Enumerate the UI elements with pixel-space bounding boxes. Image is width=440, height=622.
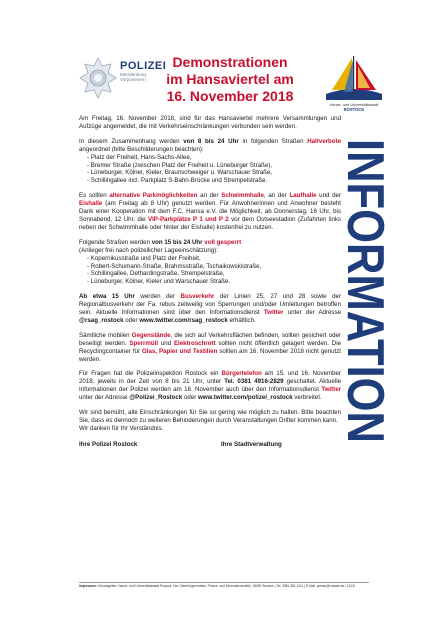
text: unter der Adresse — [283, 309, 341, 317]
text: und der — [316, 192, 342, 200]
city-logo-line-1: Hanse- und Universitätsstadt — [329, 103, 379, 107]
eishalle-highlight: Eishalle — [79, 200, 103, 208]
text: (am Freitag ab 8 Uhr) genutzt werden. Für Anwohnerinnen und Anwohner besteht Dank einer Kooperation mit dem F.C. Hansa e.V. die Möglichkeit, ab Donnerstag, 16 Uhr, bis Sonnabend, 12 Uhr, die — [79, 200, 341, 223]
text: vor dem Ostseestadion (Zufahrten links neben der Schwimmhalle oder hinter der Eishalle) kostenfrei zu nutzen. — [79, 215, 342, 231]
text: unter der Adresse — [79, 394, 130, 402]
elektroschrott-highlight: Elektroschrott — [173, 339, 216, 347]
sperrmuell-highlight: Sperrmüll — [129, 339, 159, 347]
text: in folgenden Straßen — [238, 137, 308, 145]
text: Sämtliche mobilen — [79, 331, 132, 339]
twitter-handle: @rsag_rostock — [79, 316, 124, 324]
page-title — [145, 54, 315, 105]
time-range: Ab etwa 15 Uhr — [79, 293, 135, 301]
text: , an der — [263, 192, 290, 200]
haltverbote-list — [79, 154, 341, 186]
text: (Anlieger frei nach polizeilicher Lageeinschätzung): — [79, 246, 218, 254]
information-word: INFORMATION — [336, 139, 394, 502]
list-item: - Kopernikusstraße und Platz der Freiheit, — [87, 255, 341, 263]
time-range: von 8 bis 24 Uhr — [183, 137, 239, 145]
document-body — [79, 115, 341, 449]
closures-list — [79, 255, 341, 287]
schwimmhalle-highlight: Schwimmhalle — [221, 192, 264, 200]
bus-highlight: Busverkehr — [180, 293, 215, 301]
text: verbreitet. — [292, 394, 322, 402]
police-title: POLIZEI — [120, 60, 167, 72]
twitter-url: www.twitter.com/rsag_rostock — [139, 316, 228, 324]
city-logo-text — [318, 103, 390, 112]
text: werden der — [134, 293, 181, 301]
paragraph-hotline — [79, 370, 341, 402]
laufhalle-highlight: Laufhalle — [289, 192, 317, 200]
recycling-highlight: Glas, Papier und Textilien — [141, 347, 218, 355]
text: In diesem Zusammenhang werden — [79, 137, 184, 145]
city-logo-line-2: ROSTOCK — [343, 106, 365, 112]
footer-imprint — [79, 584, 379, 588]
paragraph-closures — [79, 239, 341, 255]
paragraph-bus — [79, 293, 341, 325]
twitter-highlight: Twitter — [321, 386, 341, 394]
list-item: - Schillingallee, Dethardingstraße, Strempelstraße, — [87, 270, 341, 278]
paragraph-intro: Am Freitag, 16. November 2018, sind für das Hansaviertel mehrere Versammlungen und Aufzüge angemeldet, die mit Verkehrseinschränkungen verbunden sein werden. — [79, 115, 341, 130]
haltverbote-highlight: Haltverbote — [307, 137, 341, 145]
vertical-information-heading — [336, 136, 394, 502]
paragraph-haltverbote — [79, 138, 341, 154]
text: und — [158, 339, 174, 347]
paragraph-objects — [79, 332, 341, 364]
twitter-handle: @Polizei_Rostock — [129, 394, 183, 402]
hotline-highlight: Bürgertelefon — [221, 370, 262, 378]
text: erhältlich. — [227, 316, 256, 324]
objects-highlight: Gegenstände — [131, 331, 171, 339]
signature-police: Ihre Polizei Rostock — [79, 440, 138, 448]
footer-label: Impressum: — [79, 584, 98, 588]
vip-parking-highlight: VIP-Parkplätze P 1 und P 2 — [148, 215, 229, 223]
list-item: - Platz der Freiheit, Hans-Sachs-Allee, — [87, 154, 341, 162]
text: an der — [197, 192, 222, 200]
title-line-2: im Hansaviertel am — [166, 71, 294, 87]
text: angeordnet (bitte Beschilderungen beachten): — [79, 145, 204, 153]
text: oder — [182, 394, 198, 402]
text: Folgende Straßen werden — [79, 238, 152, 246]
text: Wir danken für Ihr Verständnis. — [79, 424, 164, 432]
police-subtitle-1: Mecklenburg- — [120, 72, 148, 77]
twitter-url: www.twitter.com/polizei_rostock — [197, 394, 293, 402]
footer-divider — [79, 582, 369, 583]
signature-row — [79, 441, 341, 449]
text: sollten nicht öffentlich gelagert werden. Die Recyclingcontainer für — [79, 339, 341, 355]
list-item: - Robert-Schumann-Straße, Brahmsstraße, Tschaikowskistraße, — [87, 263, 341, 271]
text: der Linien 25, 27 und 28 sowie der Regionalbusverkehr der Fa. rebus zeitweilig von Sperrungen und/oder Umleitungen betroffen sein. Aktuelle Informationen sind über den Informationsdienst — [79, 293, 341, 317]
closure-highlight: voll gesperrt — [204, 238, 242, 246]
text: Wir sind bemüht, alle Einschränkungen für Sie so gering wie möglich zu halten. Bitte beachten Sie, dass es dennoch zu weiteren Behinderungen durch Veranstaltungen Dritter kommen kann. — [79, 409, 341, 424]
text: sollten am 16. November 2018 nicht genutzt werden. — [79, 347, 341, 363]
footer-text: Herausgeber: Hanse- und Universitätsstadt Rostock, Der Oberbürgermeister, Presse- und Informationsstelle, 18050 Rostock | Tel. 0381 381-1411 | E-Mail: presse@rostock.de | 11/18 — [97, 584, 355, 588]
paragraph-apology — [79, 409, 341, 433]
text: Für Fragen hat die Polizeiinspektion Rostock ein — [79, 370, 222, 378]
time-range: von 15 bis 24 Uhr — [151, 238, 203, 246]
list-item: - Lüneburger, Kölner, Kieler, Braunschweiger u. Warschauer Straße, — [87, 169, 341, 177]
text: am 15. und 16. November 2018, jeweils in der Zeit von 8 bis 21 Uhr, unter — [79, 370, 341, 386]
text: geschaltet. Aktuelle Informationen der Polizei werden am 16. November auch über den Informationsdienst — [79, 378, 341, 394]
text: Es sollten — [79, 192, 110, 200]
title-line-1: Demonstrationen — [172, 54, 288, 70]
rostock-city-logo — [322, 54, 386, 102]
list-item: - Schillingallee incl. Parkplatz S-Bahn-Brücke und Strempelstraße. — [87, 177, 341, 185]
list-item: - Bremer Straße (zwischen Platz der Freiheit u. Lüneburger Straße), — [87, 162, 341, 170]
text: , die sich auf Verkehrsflächen befinden, sollten gesichert oder beseitigt werden. — [79, 331, 341, 347]
signature-city: Ihre Stadtverwaltung — [221, 440, 282, 448]
twitter-highlight: Twitter — [263, 309, 284, 317]
text: oder — [123, 316, 140, 324]
list-item: - Lüneburger, Kölner, Kieler und Warschauer Straße. — [87, 278, 341, 286]
police-star-icon — [78, 56, 118, 102]
paragraph-parking — [79, 192, 341, 232]
hotline-number: Tel. 0381 4916-2829 — [224, 378, 284, 386]
parking-highlight: alternative Parkmöglichkeiten — [109, 192, 198, 200]
title-line-3: 16. November 2018 — [166, 88, 294, 104]
police-subtitle-2: Vorpommern — [120, 77, 146, 82]
